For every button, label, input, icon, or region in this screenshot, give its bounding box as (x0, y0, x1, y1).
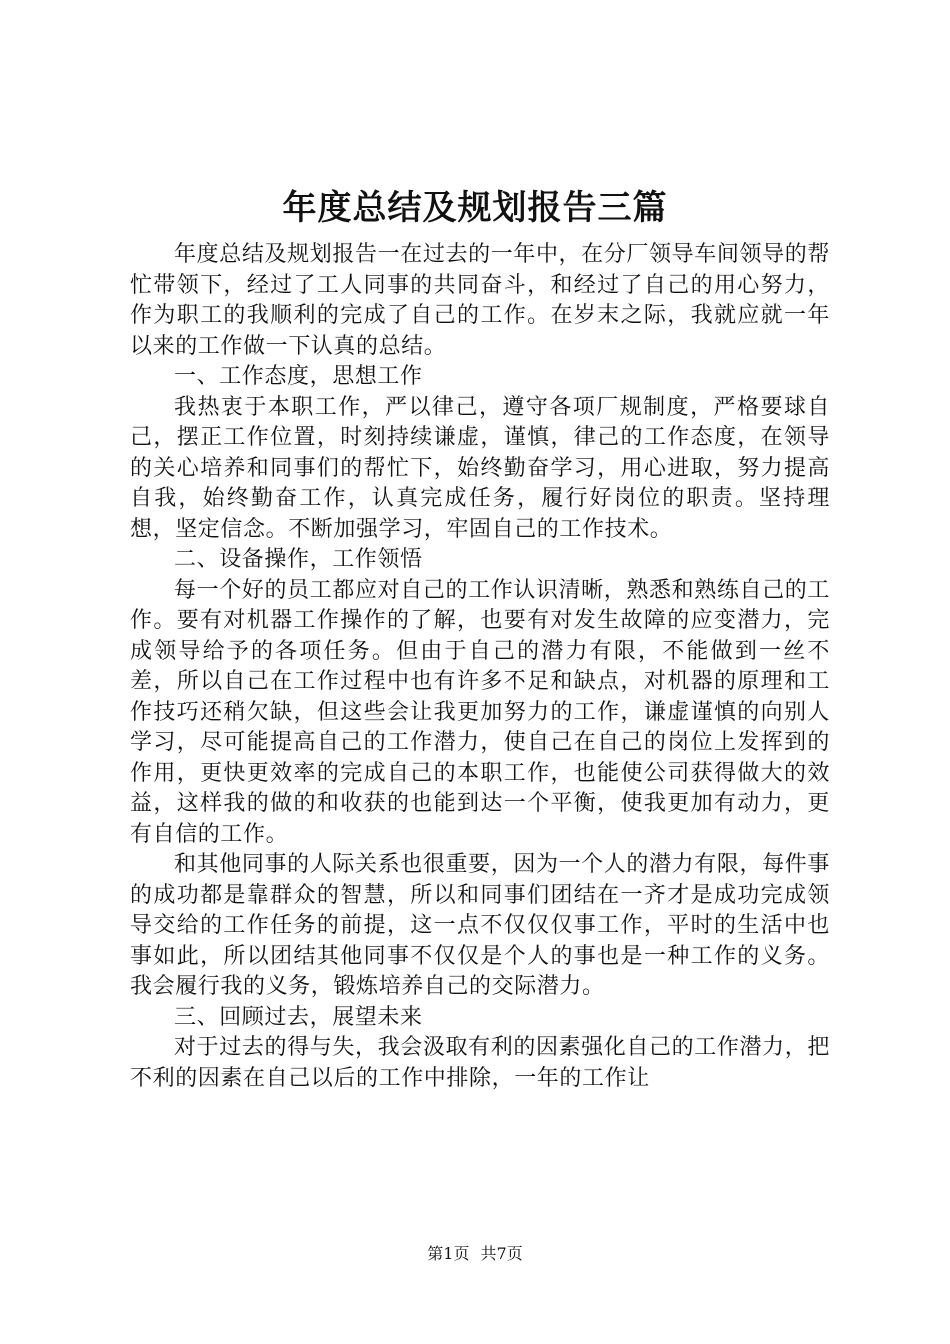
document-body (130, 240, 830, 1094)
page-total: 共7页 (480, 1244, 523, 1263)
paragraph-intro: 年度总结及规划报告一在过去的一年中，在分厂领导车间领导的帮忙带领下，经过了工人同事的共同奋斗，和经过了自己的用心努力，作为职工的我顺利的完成了自己的工作。在岁末之际，我就应就一年以来的工作做一下认真的总结。 (130, 242, 830, 359)
paragraph-work-attitude: 我热衷于本职工作，严以律己，遵守各项厂规制度，严格要球自己，摆正工作位置，时刻持续谦虚，谨慎，律己的工作态度，在领导的关心培养和同事们的帮忙下，始终勤奋学习，用心进取，努力提高自我，始终勤奋工作，认真完成任务，履行好岗位的职责。坚持理想，坚定信念。不断加强学习，牢固自己的工作技术。 (130, 394, 830, 542)
page-number: 第1页 (427, 1244, 470, 1263)
document-title: 年度总结及规划报告三篇 (282, 188, 668, 228)
section-heading-2: 二、设备操作，工作领悟 (174, 547, 423, 572)
paragraph-equipment-operation: 每一个好的员工都应对自己的工作认识清晰，熟悉和熟练自己的工作。要有对机器工作操作的了解，也要有对发生故障的应变潜力，完成领导给予的各项任务。但由于自己的潜力有限，不能做到一丝不差，所以自己在工作过程中也有许多不足和缺点，对机器的原理和工作技巧还稍欠缺，但这些会让我更加努力的工作，谦虚谨慎的向别人学习，尽可能提高自己的工作潜力，使自己在自己的岗位上发挥到的作用，更快更效率的完成自己的本职工作，也能使公司获得做大的效益，这样我的做的和收获的也能到达一个平衡，使我更加有动力，更有自信的工作。 (130, 577, 830, 847)
page-footer (0, 1244, 950, 1264)
paragraph-review-future: 对于过去的得与失，我会汲取有利的因素强化自己的工作潜力，把不利的因素在自己以后的工作中排除，一年的工作让 (130, 1035, 830, 1091)
paragraph-colleague-relations: 和其他同事的人际关系也很重要，因为一个人的潜力有限，每件事的成功都是靠群众的智慧，所以和同事们团结在一齐才是成功完成领导交给的工作任务的前提，这一点不仅仅仅事工作，平时的生活中也事如此，所以团结其他同事不仅仅是个人的事也是一种工作的义务。我会履行我的义务，锻炼培养自己的交际潜力。 (130, 852, 830, 999)
section-heading-1: 一、工作态度，思想工作 (174, 364, 423, 389)
section-heading-3: 三、回顾过去，展望未来 (174, 1004, 423, 1030)
